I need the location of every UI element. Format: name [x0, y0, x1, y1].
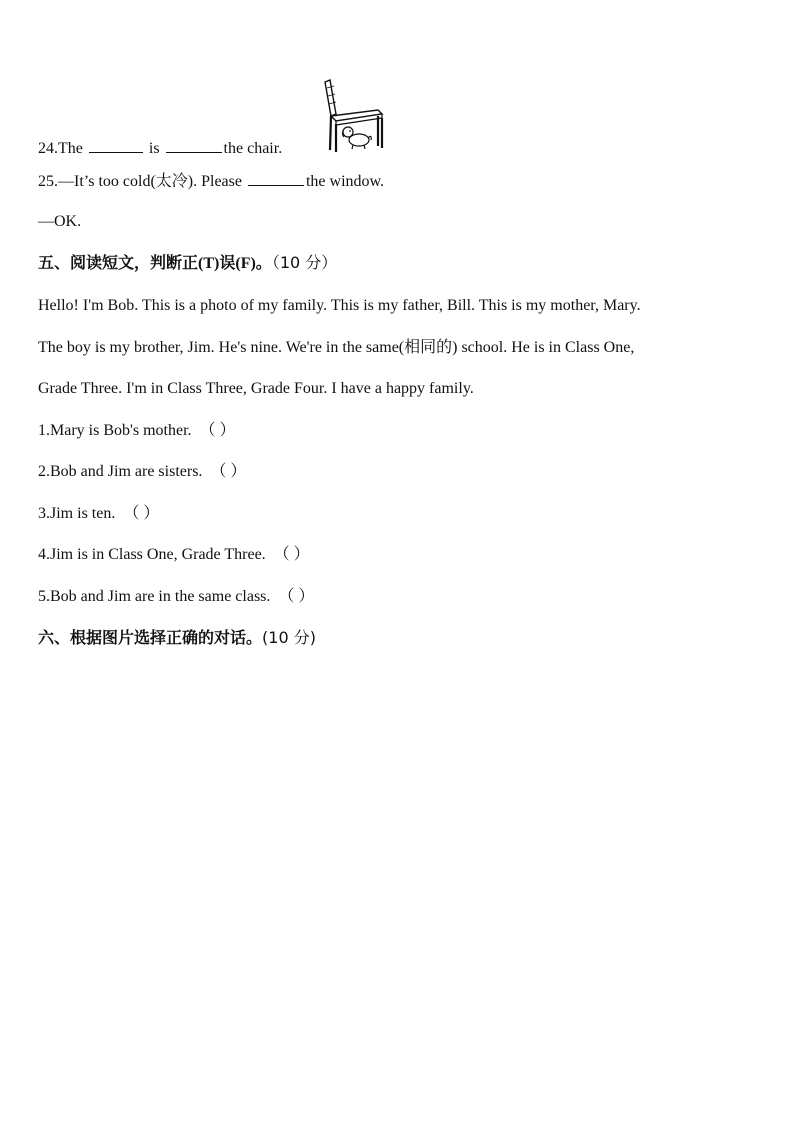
question-25 [38, 171, 384, 192]
section-6-title [38, 628, 316, 648]
section-title-text: 五、阅读短文，判断正 [38, 253, 199, 272]
section-title-text: 六、根据图片选择正确的对话。 [38, 628, 263, 647]
question-text: the window. [305, 173, 385, 190]
question-text: 5.Bob and Jim are in the same class. [38, 588, 271, 605]
section-title-text: 误 [219, 253, 236, 272]
answer-paren[interactable]: （ ） [210, 463, 247, 480]
chair-with-dog-under-icon [322, 78, 384, 154]
answer-paren[interactable]: （ ） [278, 588, 315, 605]
answer-blank[interactable] [248, 171, 304, 186]
question-text: The [58, 140, 83, 157]
answer-blank[interactable] [89, 138, 143, 153]
answer-paren[interactable]: （ ） [273, 546, 310, 563]
tf-question-4 [38, 545, 310, 565]
section-score: （10 分） [271, 253, 338, 272]
tf-question-5 [38, 587, 314, 607]
passage-line: Hello! I'm Bob. This is a photo of my family. This is my father, Bill. This is my mother, Mary. [38, 297, 641, 314]
tf-question-3 [38, 504, 159, 524]
question-text: 3.Jim is ten. [38, 505, 116, 522]
passage-line: The boy is my brother, Jim. He's nine. We're in the same(相同的) school. He is in Class One, [38, 339, 635, 356]
tf-question-1 [38, 421, 236, 441]
passage-line: Grade Three. I'm in Class Three, Grade Four. I have a happy family. [38, 380, 474, 397]
answer-paren[interactable]: （ ） [199, 422, 236, 439]
question-number: 24. [38, 140, 58, 157]
section-score: (10 分) [262, 628, 316, 647]
section-title-text: 。 [255, 253, 272, 272]
question-text: —It’s too cold(太冷). Please [58, 173, 242, 190]
question-text: 4.Jim is in Class One, Grade Three. [38, 546, 266, 563]
question-text: 2.Bob and Jim are sisters. [38, 463, 203, 480]
question-25-reply: —OK. [38, 213, 82, 230]
section-title-text: (F) [235, 255, 256, 272]
question-text: is [148, 140, 160, 157]
section-title-text: (T) [198, 255, 220, 272]
answer-paren[interactable]: （ ） [123, 505, 160, 522]
question-24 [38, 138, 282, 159]
question-text: 1.Mary is Bob's mother. [38, 422, 192, 439]
answer-blank[interactable] [166, 138, 222, 153]
question-number: 25. [38, 173, 58, 190]
question-text: the chair. [223, 140, 283, 157]
section-5-title [38, 253, 337, 274]
tf-question-2 [38, 462, 246, 482]
